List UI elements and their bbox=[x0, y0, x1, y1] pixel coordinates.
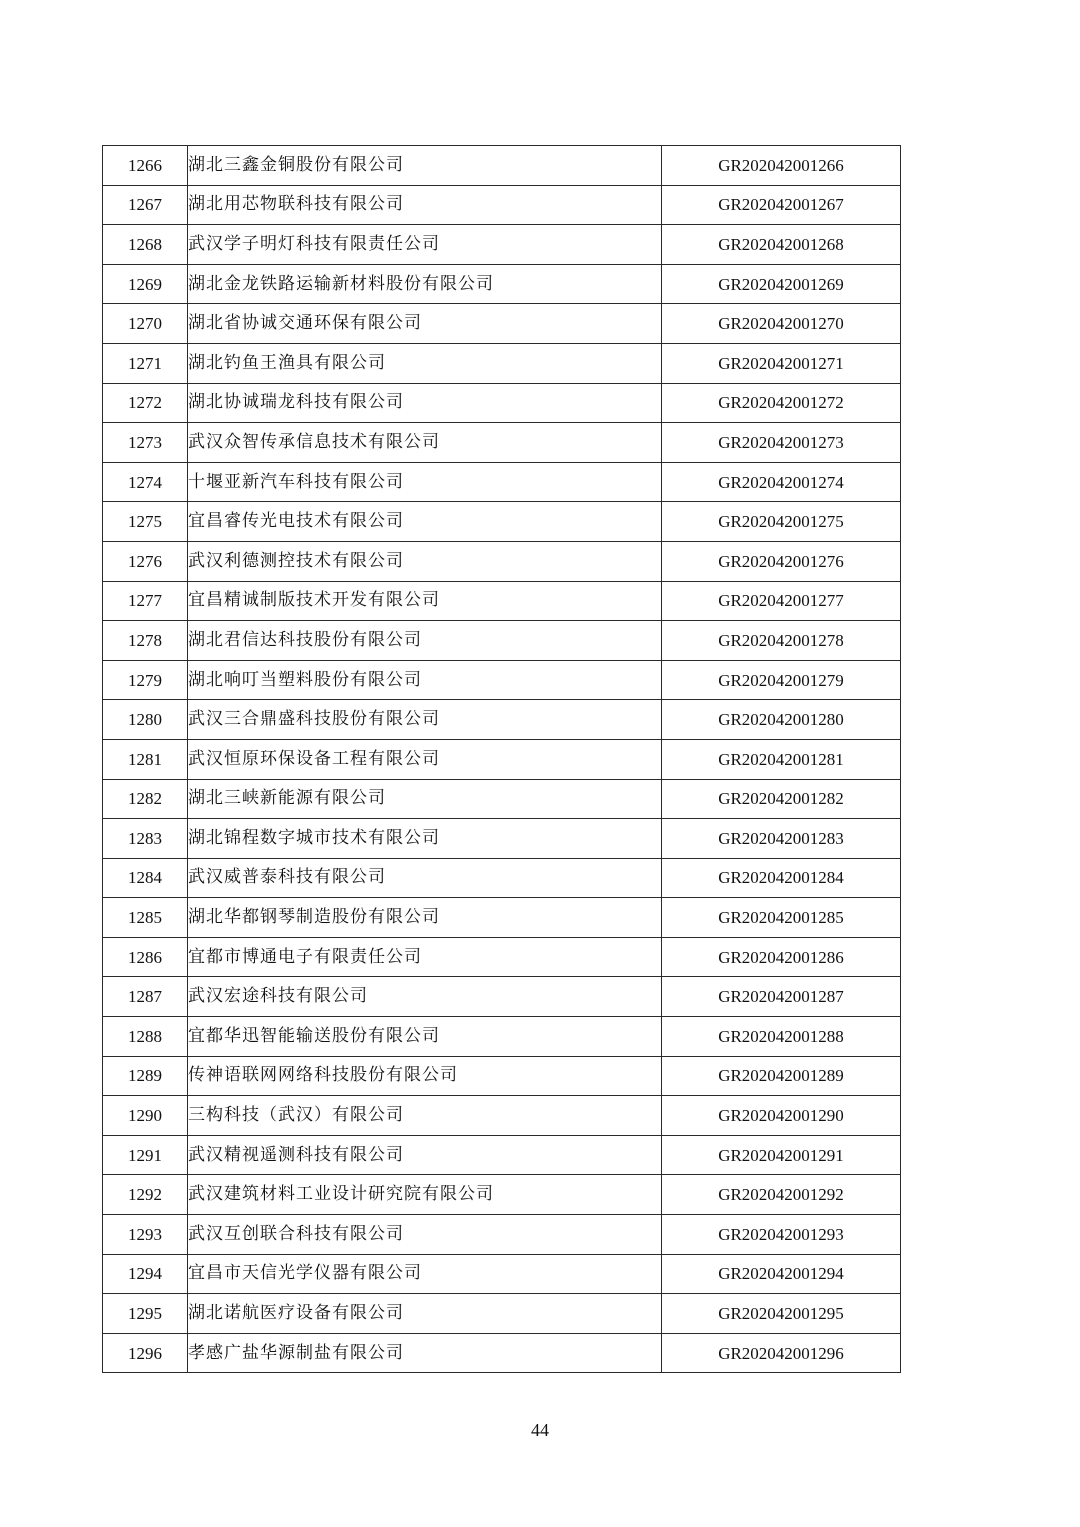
company-name-cell: 武汉互创联合科技有限公司 bbox=[188, 1215, 662, 1255]
certificate-code-cell: GR202042001285 bbox=[662, 898, 901, 938]
company-name-cell: 宜昌睿传光电技术有限公司 bbox=[188, 502, 662, 542]
company-name-cell: 武汉三合鼎盛科技股份有限公司 bbox=[188, 700, 662, 740]
table-row bbox=[103, 304, 901, 344]
row-number-cell: 1266 bbox=[103, 146, 188, 186]
company-name-cell: 孝感广盐华源制盐有限公司 bbox=[188, 1333, 662, 1373]
company-name-cell: 宜都华迅智能输送股份有限公司 bbox=[188, 1017, 662, 1057]
company-name-cell: 湖北君信达科技股份有限公司 bbox=[188, 621, 662, 661]
table-row bbox=[103, 660, 901, 700]
table-row bbox=[103, 462, 901, 502]
table-row bbox=[103, 1175, 901, 1215]
company-registry-table bbox=[102, 145, 901, 1373]
table-row bbox=[103, 146, 901, 186]
row-number-cell: 1291 bbox=[103, 1135, 188, 1175]
table-row bbox=[103, 937, 901, 977]
row-number-cell: 1272 bbox=[103, 383, 188, 423]
table-row bbox=[103, 1056, 901, 1096]
table-row bbox=[103, 185, 901, 225]
table-row bbox=[103, 700, 901, 740]
certificate-code-cell: GR202042001295 bbox=[662, 1294, 901, 1334]
row-number-cell: 1284 bbox=[103, 858, 188, 898]
company-name-cell: 湖北用芯物联科技有限公司 bbox=[188, 185, 662, 225]
row-number-cell: 1285 bbox=[103, 898, 188, 938]
row-number-cell: 1289 bbox=[103, 1056, 188, 1096]
table-row bbox=[103, 383, 901, 423]
company-name-cell: 三构科技（武汉）有限公司 bbox=[188, 1096, 662, 1136]
row-number-cell: 1271 bbox=[103, 343, 188, 383]
certificate-code-cell: GR202042001275 bbox=[662, 502, 901, 542]
certificate-code-cell: GR202042001281 bbox=[662, 739, 901, 779]
company-name-cell: 武汉恒原环保设备工程有限公司 bbox=[188, 739, 662, 779]
table-row bbox=[103, 621, 901, 661]
row-number-cell: 1292 bbox=[103, 1175, 188, 1215]
certificate-code-cell: GR202042001293 bbox=[662, 1215, 901, 1255]
table-row bbox=[103, 423, 901, 463]
company-name-cell: 武汉建筑材料工业设计研究院有限公司 bbox=[188, 1175, 662, 1215]
table-row bbox=[103, 779, 901, 819]
company-name-cell: 武汉精视遥测科技有限公司 bbox=[188, 1135, 662, 1175]
certificate-code-cell: GR202042001278 bbox=[662, 621, 901, 661]
row-number-cell: 1267 bbox=[103, 185, 188, 225]
table-row bbox=[103, 1254, 901, 1294]
table-row bbox=[103, 1294, 901, 1334]
company-name-cell: 武汉威普泰科技有限公司 bbox=[188, 858, 662, 898]
company-name-cell: 湖北锦程数字城市技术有限公司 bbox=[188, 819, 662, 859]
certificate-code-cell: GR202042001291 bbox=[662, 1135, 901, 1175]
certificate-code-cell: GR202042001284 bbox=[662, 858, 901, 898]
table-row bbox=[103, 898, 901, 938]
certificate-code-cell: GR202042001286 bbox=[662, 937, 901, 977]
table-row bbox=[103, 1096, 901, 1136]
company-name-cell: 武汉利德测控技术有限公司 bbox=[188, 541, 662, 581]
company-name-cell: 湖北诺航医疗设备有限公司 bbox=[188, 1294, 662, 1334]
company-name-cell: 宜都市博通电子有限责任公司 bbox=[188, 937, 662, 977]
table-row bbox=[103, 1017, 901, 1057]
row-number-cell: 1295 bbox=[103, 1294, 188, 1334]
certificate-code-cell: GR202042001269 bbox=[662, 264, 901, 304]
row-number-cell: 1296 bbox=[103, 1333, 188, 1373]
table-row bbox=[103, 541, 901, 581]
certificate-code-cell: GR202042001270 bbox=[662, 304, 901, 344]
table-row bbox=[103, 977, 901, 1017]
company-name-cell: 湖北华都钢琴制造股份有限公司 bbox=[188, 898, 662, 938]
company-name-cell: 湖北协诚瑞龙科技有限公司 bbox=[188, 383, 662, 423]
certificate-code-cell: GR202042001287 bbox=[662, 977, 901, 1017]
row-number-cell: 1270 bbox=[103, 304, 188, 344]
table-row bbox=[103, 739, 901, 779]
company-name-cell: 传神语联网网络科技股份有限公司 bbox=[188, 1056, 662, 1096]
certificate-code-cell: GR202042001290 bbox=[662, 1096, 901, 1136]
row-number-cell: 1294 bbox=[103, 1254, 188, 1294]
certificate-code-cell: GR202042001296 bbox=[662, 1333, 901, 1373]
table-row bbox=[103, 581, 901, 621]
certificate-code-cell: GR202042001277 bbox=[662, 581, 901, 621]
company-name-cell: 湖北省协诚交通环保有限公司 bbox=[188, 304, 662, 344]
certificate-code-cell: GR202042001268 bbox=[662, 225, 901, 265]
row-number-cell: 1288 bbox=[103, 1017, 188, 1057]
row-number-cell: 1282 bbox=[103, 779, 188, 819]
company-name-cell: 湖北钓鱼王渔具有限公司 bbox=[188, 343, 662, 383]
row-number-cell: 1276 bbox=[103, 541, 188, 581]
certificate-code-cell: GR202042001283 bbox=[662, 819, 901, 859]
company-name-cell: 湖北响叮当塑料股份有限公司 bbox=[188, 660, 662, 700]
row-number-cell: 1274 bbox=[103, 462, 188, 502]
table-row bbox=[103, 343, 901, 383]
table-row bbox=[103, 264, 901, 304]
company-name-cell: 宜昌精诚制版技术开发有限公司 bbox=[188, 581, 662, 621]
company-name-cell: 湖北金龙铁路运输新材料股份有限公司 bbox=[188, 264, 662, 304]
row-number-cell: 1275 bbox=[103, 502, 188, 542]
certificate-code-cell: GR202042001266 bbox=[662, 146, 901, 186]
company-name-cell: 十堰亚新汽车科技有限公司 bbox=[188, 462, 662, 502]
certificate-code-cell: GR202042001282 bbox=[662, 779, 901, 819]
company-name-cell: 宜昌市天信光学仪器有限公司 bbox=[188, 1254, 662, 1294]
company-name-cell: 湖北三鑫金铜股份有限公司 bbox=[188, 146, 662, 186]
table-row bbox=[103, 1215, 901, 1255]
row-number-cell: 1279 bbox=[103, 660, 188, 700]
certificate-code-cell: GR202042001274 bbox=[662, 462, 901, 502]
row-number-cell: 1268 bbox=[103, 225, 188, 265]
certificate-code-cell: GR202042001294 bbox=[662, 1254, 901, 1294]
row-number-cell: 1290 bbox=[103, 1096, 188, 1136]
company-name-cell: 武汉众智传承信息技术有限公司 bbox=[188, 423, 662, 463]
certificate-code-cell: GR202042001273 bbox=[662, 423, 901, 463]
company-name-cell: 武汉宏途科技有限公司 bbox=[188, 977, 662, 1017]
row-number-cell: 1269 bbox=[103, 264, 188, 304]
certificate-code-cell: GR202042001288 bbox=[662, 1017, 901, 1057]
row-number-cell: 1278 bbox=[103, 621, 188, 661]
certificate-code-cell: GR202042001289 bbox=[662, 1056, 901, 1096]
page-number: 44 bbox=[531, 1420, 549, 1440]
company-name-cell: 湖北三峡新能源有限公司 bbox=[188, 779, 662, 819]
row-number-cell: 1293 bbox=[103, 1215, 188, 1255]
certificate-code-cell: GR202042001292 bbox=[662, 1175, 901, 1215]
certificate-code-cell: GR202042001280 bbox=[662, 700, 901, 740]
certificate-code-cell: GR202042001267 bbox=[662, 185, 901, 225]
certificate-code-cell: GR202042001276 bbox=[662, 541, 901, 581]
certificate-code-cell: GR202042001271 bbox=[662, 343, 901, 383]
table-row bbox=[103, 819, 901, 859]
row-number-cell: 1287 bbox=[103, 977, 188, 1017]
table-body bbox=[103, 146, 901, 1373]
certificate-code-cell: GR202042001272 bbox=[662, 383, 901, 423]
row-number-cell: 1280 bbox=[103, 700, 188, 740]
table-row bbox=[103, 1135, 901, 1175]
table-row bbox=[103, 1333, 901, 1373]
row-number-cell: 1286 bbox=[103, 937, 188, 977]
row-number-cell: 1273 bbox=[103, 423, 188, 463]
row-number-cell: 1281 bbox=[103, 739, 188, 779]
table-row bbox=[103, 225, 901, 265]
row-number-cell: 1283 bbox=[103, 819, 188, 859]
certificate-code-cell: GR202042001279 bbox=[662, 660, 901, 700]
company-name-cell: 武汉学子明灯科技有限责任公司 bbox=[188, 225, 662, 265]
row-number-cell: 1277 bbox=[103, 581, 188, 621]
table-row bbox=[103, 858, 901, 898]
table-row bbox=[103, 502, 901, 542]
